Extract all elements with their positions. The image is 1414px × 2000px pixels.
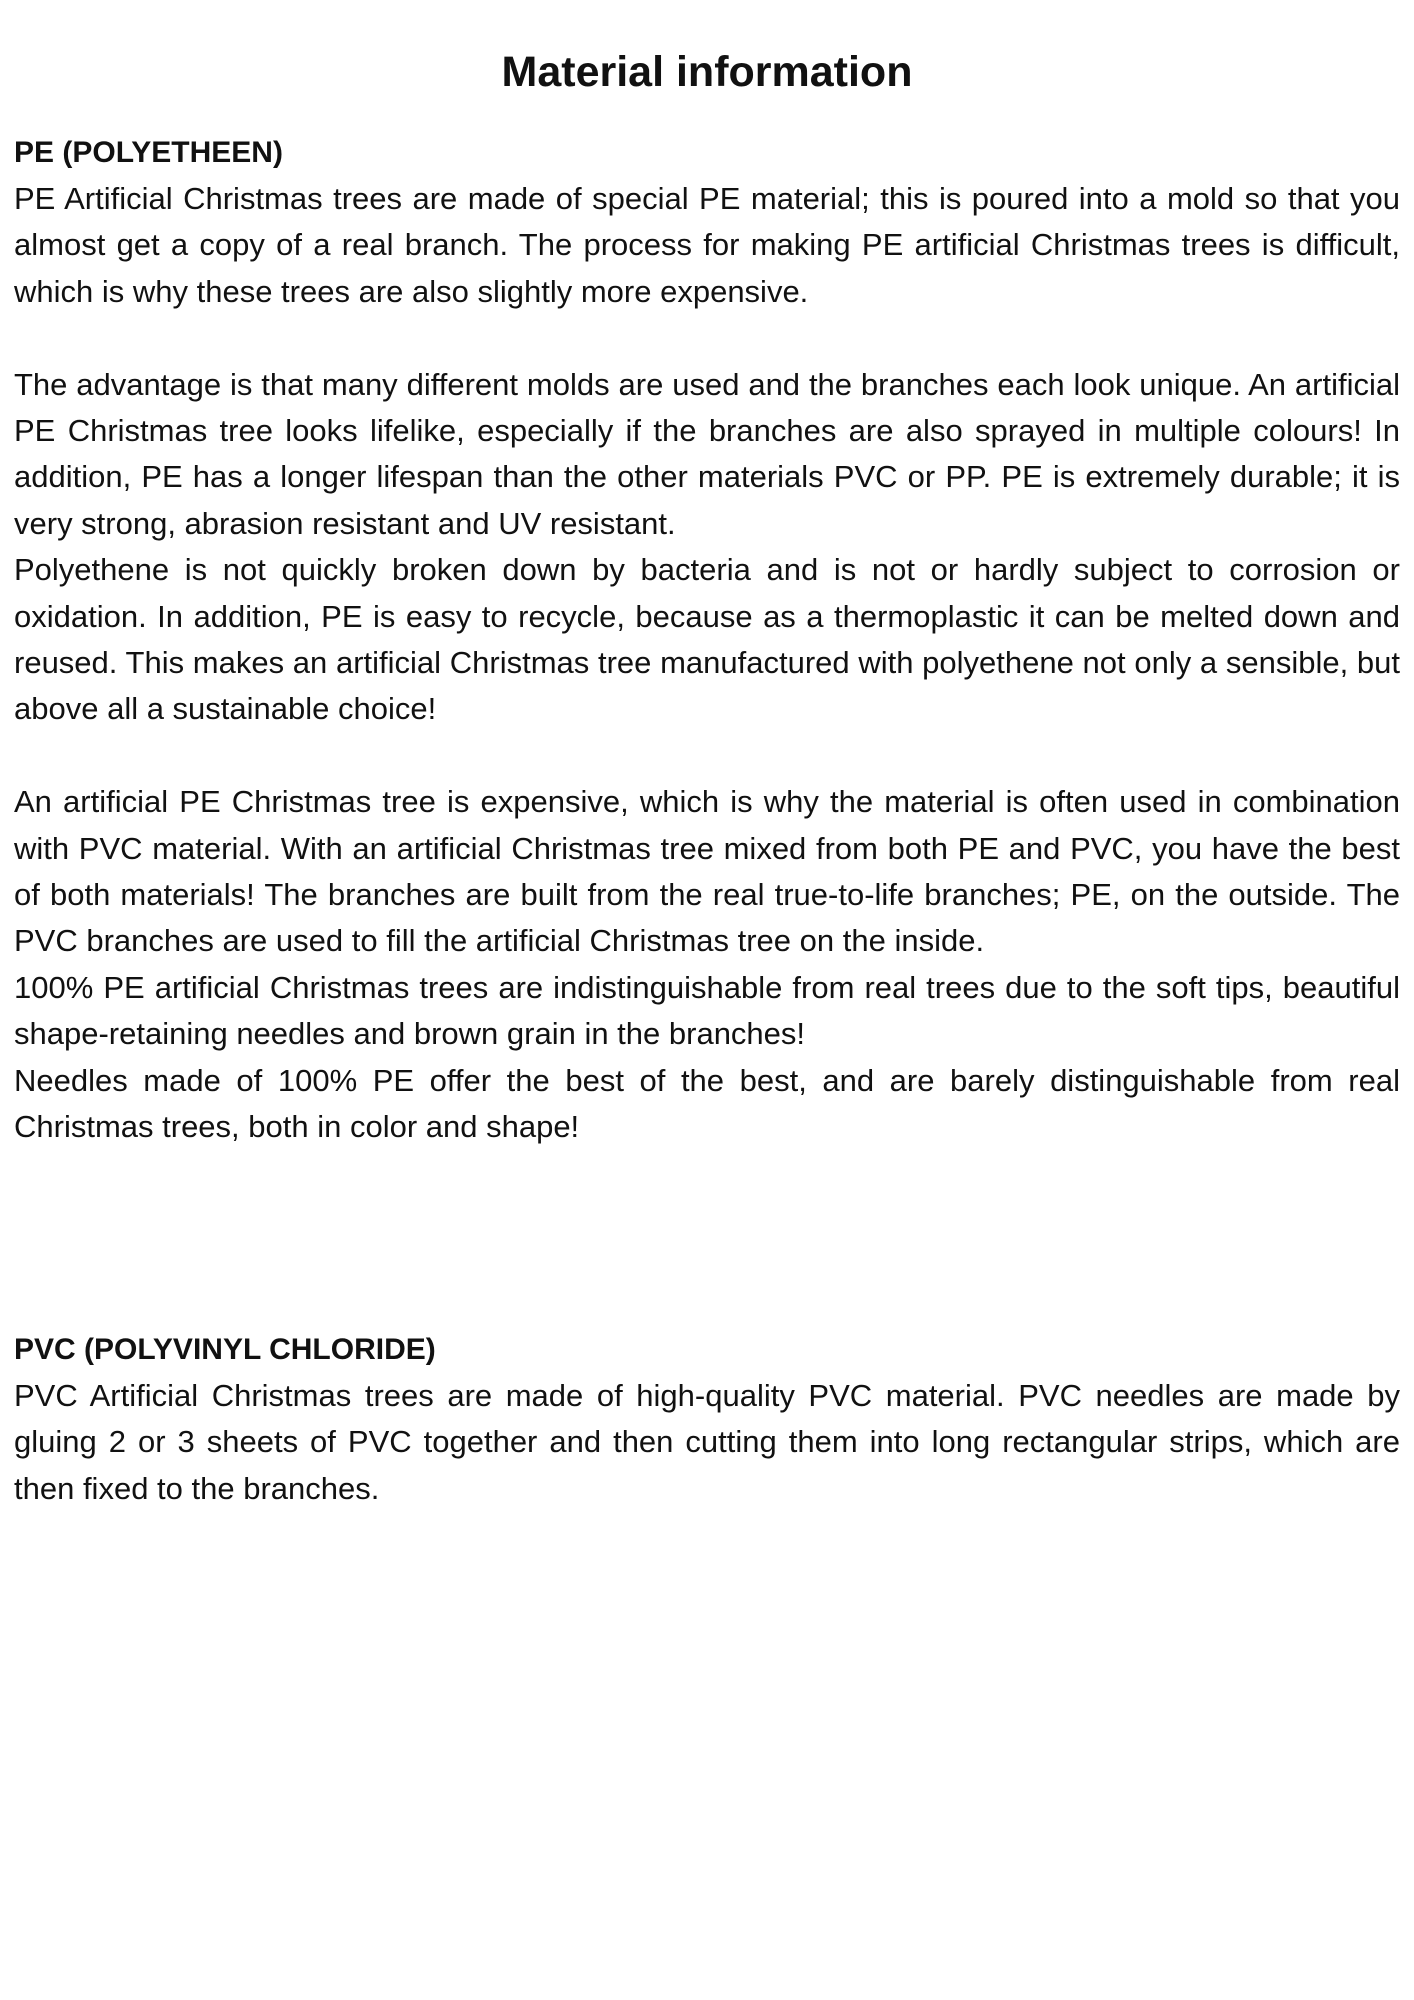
paragraph: Polyethene is not quickly broken down by bacteria and is not or hardly subject to corrosion or oxidation. In addition, PE is easy to recycle, because as a thermoplastic it can be melted down and reused. This makes an artificial Christmas tree manufactured with polyethene not only a sensible, but above all a sustainable choice! — [14, 552, 1400, 727]
paragraph: PE Artificial Christmas trees are made of special PE material; this is poured into a mold so that you almost get a copy of a real branch. The process for making PE artificial Christmas trees is difficult, which is why these trees are also slightly more expensive. — [14, 181, 1400, 309]
paragraph-spacer — [14, 733, 1400, 779]
paragraph: Needles made of 100% PE offer the best of the best, and are barely distinguishable from real Christmas trees, both in color and shape! — [14, 1062, 1400, 1145]
paragraph: The advantage is that many different molds are used and the branches each look unique. An artificial PE Christmas tree looks lifelike, especially if the branches are also sprayed in multiple colours! In addition, PE has a longer lifespan than the other materials PVC or PP. PE is extremely durable; it is very strong, abrasion resistant and UV resistant. — [14, 366, 1400, 541]
section-pe — [14, 130, 1400, 1151]
paragraph: PVC Artificial Christmas trees are made of high-quality PVC material. PVC needles are made by gluing 2 or 3 sheets of PVC together and then cutting them into long rectangular strips, which are then fixed to the branches. — [14, 1378, 1400, 1506]
paragraph: 100% PE artificial Christmas trees are indistinguishable from real trees due to the soft tips, beautiful shape-retaining needles and brown grain in the branches! — [14, 969, 1400, 1052]
section-pvc — [14, 1327, 1400, 1512]
section-heading: PE (POLYETHEEN) — [14, 136, 283, 169]
page-title: Material information — [501, 48, 913, 96]
section-heading: PVC (POLYVINYL CHLORIDE) — [14, 1333, 436, 1366]
paragraph: An artificial PE Christmas tree is expensive, which is why the material is often used in combination with PVC material. With an artificial Christmas tree mixed from both PE and PVC, you have the best of both materials! The branches are built from the real true-to-life branches; PE, on the outside. The PVC branches are used to fill the artificial Christmas tree on the inside. — [14, 784, 1400, 959]
paragraph-spacer — [14, 315, 1400, 361]
